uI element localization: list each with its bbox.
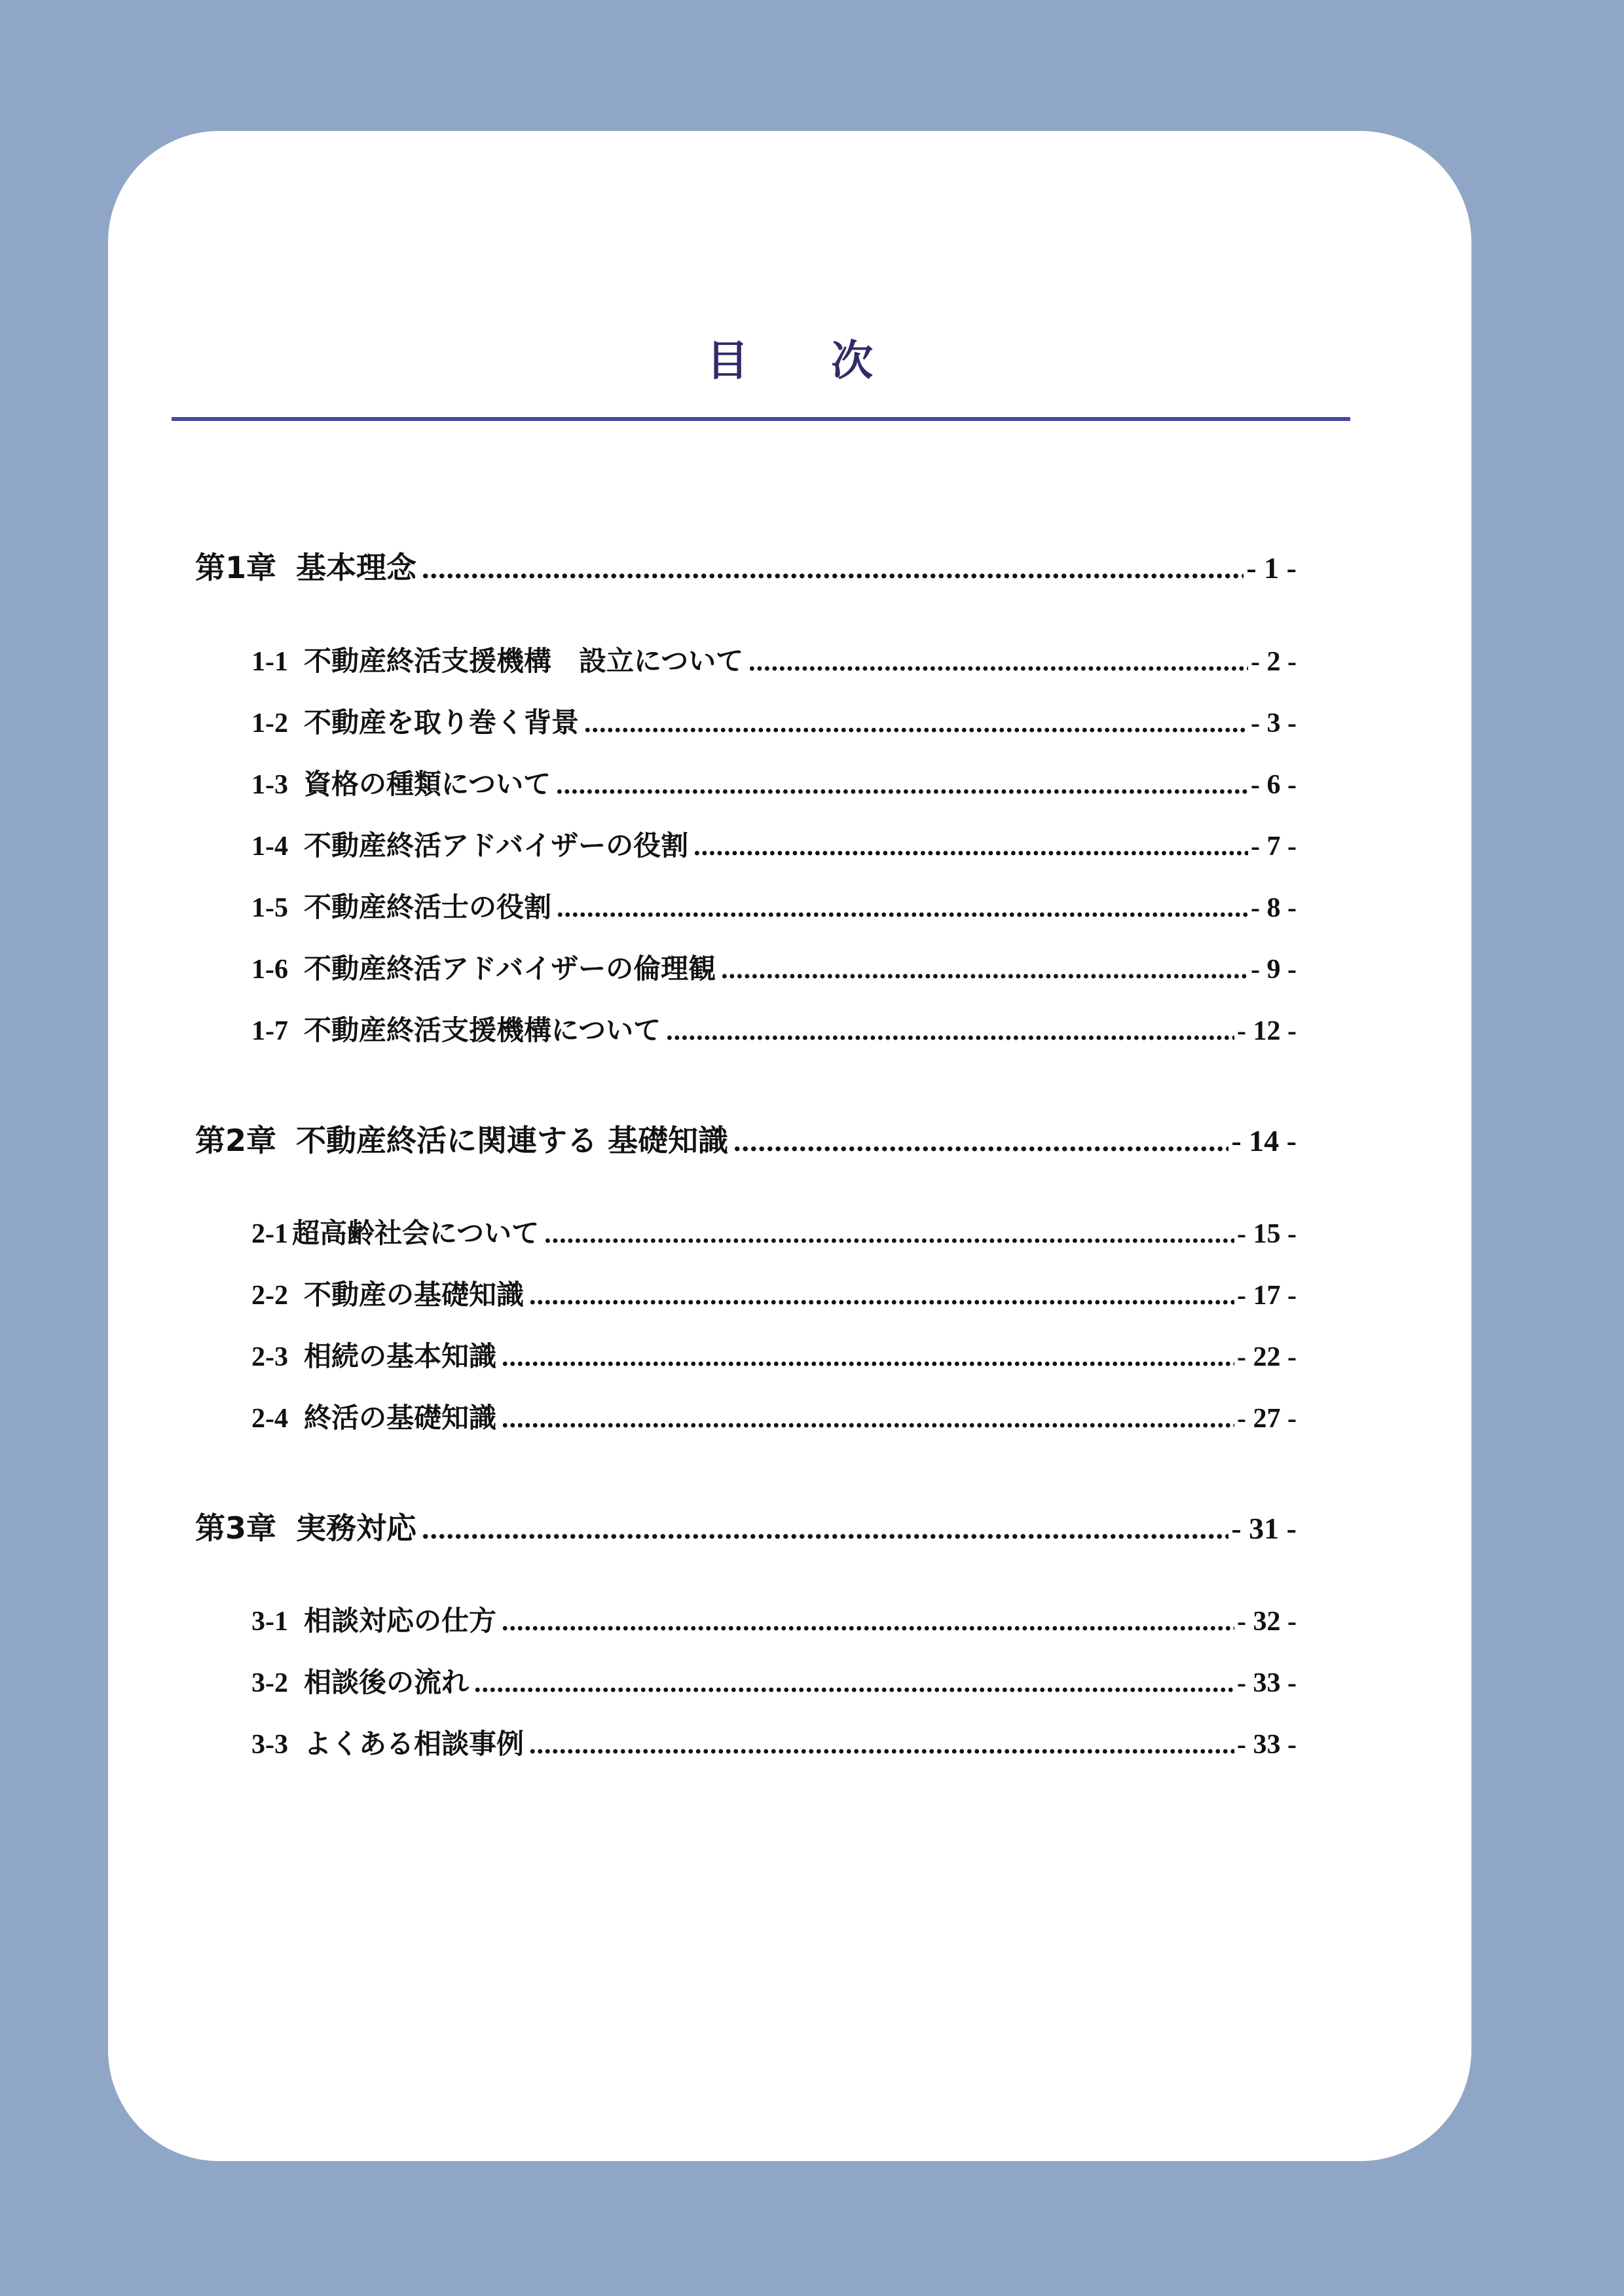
section-title: 終活の基礎知識 — [304, 1402, 497, 1434]
chapter-number: 第2章 — [195, 1123, 277, 1158]
dot-leader — [502, 1339, 1234, 1376]
toc-section-2-3[interactable] — [251, 1338, 1297, 1375]
page-number: - 32 - — [1237, 1607, 1297, 1637]
toc-section-2-4[interactable] — [251, 1400, 1297, 1436]
section-number: 2-3 — [251, 1342, 288, 1372]
toc-chapter-3[interactable] — [195, 1508, 1297, 1548]
page-number: - 27 - — [1237, 1404, 1297, 1434]
toc-section-1-1[interactable] — [251, 643, 1297, 680]
dot-leader — [422, 1509, 1228, 1548]
page-number: - 15 - — [1237, 1219, 1297, 1249]
dot-leader — [502, 1400, 1234, 1437]
section-number: 2-4 — [251, 1404, 288, 1434]
dot-leader — [502, 1603, 1234, 1640]
section-title: 不動産終活支援機構について — [304, 1014, 661, 1046]
section-number: 1-6 — [251, 955, 288, 985]
page-number: - 7 - — [1251, 831, 1297, 862]
chapter-title: 実務対応 — [296, 1510, 417, 1546]
toc-section-2-2[interactable] — [251, 1277, 1297, 1313]
chapter-number: 第3章 — [195, 1510, 277, 1546]
section-number: 1-2 — [251, 708, 288, 738]
table-of-contents — [108, 131, 1471, 2161]
page-number: - 2 - — [1251, 647, 1297, 677]
toc-section-1-2[interactable] — [251, 704, 1297, 741]
section-title: 相談対応の仕方 — [304, 1605, 497, 1637]
dot-leader — [529, 1277, 1234, 1314]
toc-section-1-7[interactable] — [251, 1012, 1297, 1049]
dot-leader — [422, 549, 1244, 588]
page-number: - 31 - — [1231, 1512, 1297, 1545]
page-number: - 33 - — [1237, 1668, 1297, 1698]
toc-section-1-5[interactable] — [251, 889, 1297, 926]
dot-leader — [666, 1013, 1234, 1049]
dot-leader — [748, 644, 1248, 680]
page-number: - 6 - — [1251, 770, 1297, 800]
dot-leader — [721, 951, 1248, 988]
section-title: 不動産の基礎知識 — [304, 1279, 525, 1311]
section-number: 3-2 — [251, 1668, 288, 1698]
toc-chapter-2[interactable] — [195, 1121, 1297, 1160]
section-title: 資格の種類について — [304, 768, 551, 800]
section-title: 超高齢社会について — [292, 1217, 540, 1249]
toc-section-1-4[interactable] — [251, 828, 1297, 864]
page-card — [108, 131, 1471, 2161]
page-number: - 14 - — [1231, 1124, 1297, 1157]
dot-leader — [693, 828, 1248, 865]
toc-section-3-3[interactable] — [251, 1726, 1297, 1762]
page-number: - 12 - — [1237, 1016, 1297, 1046]
page-number: - 22 - — [1237, 1342, 1297, 1372]
section-number: 1-7 — [251, 1016, 288, 1046]
section-number: 1-5 — [251, 893, 288, 923]
dot-leader — [556, 767, 1248, 803]
section-title: 不動産終活支援機構 設立について — [304, 645, 744, 677]
toc-section-1-6[interactable] — [251, 951, 1297, 987]
toc-section-3-2[interactable] — [251, 1664, 1297, 1701]
dot-leader — [544, 1216, 1234, 1252]
page-number: - 17 - — [1237, 1281, 1297, 1311]
toc-chapter-1[interactable] — [195, 548, 1297, 587]
section-number: 3-1 — [251, 1607, 288, 1637]
dot-leader — [733, 1121, 1228, 1161]
chapter-title: 基本理念 — [296, 550, 417, 585]
section-title: 相談後の流れ — [304, 1666, 470, 1698]
toc-section-2-1[interactable] — [251, 1215, 1297, 1252]
section-number: 1-3 — [251, 770, 288, 800]
page-number: - 33 - — [1237, 1730, 1297, 1760]
section-number: 1-1 — [251, 647, 288, 677]
dot-leader — [584, 705, 1248, 742]
section-title: 相続の基本知識 — [304, 1340, 497, 1372]
section-number: 3-3 — [251, 1730, 288, 1760]
section-number: 2-2 — [251, 1281, 288, 1311]
toc-section-1-3[interactable] — [251, 766, 1297, 803]
section-title: 不動産終活士の役割 — [304, 891, 552, 923]
section-title: 不動産終活アドバイザーの役割 — [304, 829, 689, 862]
toc-section-3-1[interactable] — [251, 1603, 1297, 1639]
section-number: 2-1 — [251, 1219, 288, 1249]
section-title: よくある相談事例 — [304, 1728, 525, 1760]
chapter-title: 不動産終活に関連する 基礎知識 — [296, 1123, 729, 1158]
page-title: 目 次 — [706, 337, 908, 386]
dot-leader — [474, 1665, 1234, 1702]
page-number: - 9 - — [1251, 955, 1297, 985]
section-title: 不動産を取り巻く背景 — [304, 706, 580, 738]
dot-leader — [557, 890, 1248, 926]
page-number: - 3 - — [1251, 708, 1297, 738]
dot-leader — [529, 1726, 1234, 1763]
page-number: - 1 - — [1246, 551, 1297, 585]
section-title: 不動産終活アドバイザーの倫理観 — [304, 953, 716, 985]
page-number: - 8 - — [1251, 893, 1297, 923]
chapter-number: 第1章 — [195, 550, 277, 585]
section-number: 1-4 — [251, 831, 288, 862]
